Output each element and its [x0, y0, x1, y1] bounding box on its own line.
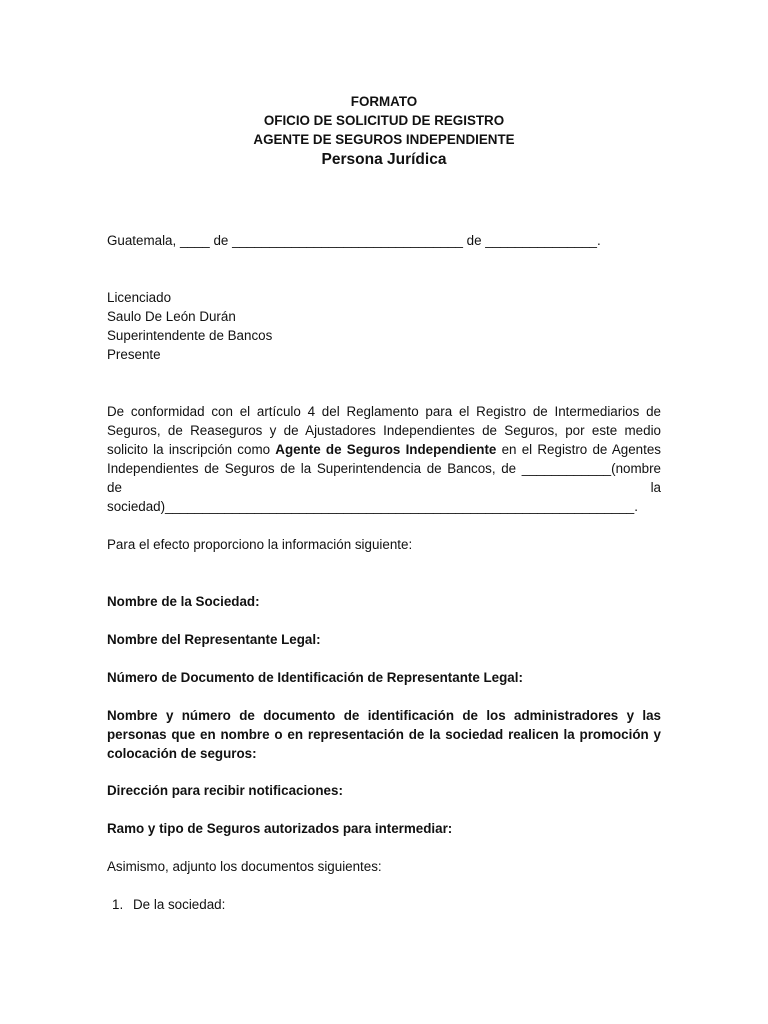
body-line: De conformidad con el artículo 4 del Reglamento para el Registro de Intermediarios de	[107, 404, 661, 419]
field-legal-rep: Nombre del Representante Legal:	[107, 632, 321, 647]
info-intro: Para el efecto proporciono la información siguiente:	[107, 537, 413, 552]
document-header	[0, 92, 768, 171]
body-paragraph	[107, 402, 661, 516]
recipient-position: Superintendente de Bancos	[107, 328, 273, 343]
body-line: sociedad)_______________________________________________________________.	[107, 499, 638, 514]
field-company-name: Nombre de la Sociedad:	[107, 594, 260, 609]
field-line: Nombre y número de documento de identificación de los administradores y las	[107, 708, 661, 723]
field-administrators	[107, 706, 661, 763]
body-line	[107, 440, 661, 459]
body-word: la	[650, 480, 661, 495]
recipient-closing: Presente	[107, 347, 161, 362]
body-text: en el Registro de Agentes	[496, 442, 661, 457]
recipient-title: Licenciado	[107, 290, 172, 305]
header-request: OFICIO DE SOLICITUD DE REGISTRO	[263, 113, 505, 128]
field-line: personas que en nombre o en representación de la sociedad realicen la promoción y	[107, 727, 661, 742]
header-format: FORMATO	[350, 94, 418, 109]
body-line	[107, 478, 661, 497]
header-agent: AGENTE DE SEGUROS INDEPENDIENTE	[253, 132, 515, 147]
field-id-document: Número de Documento de Identificación de Representante Legal:	[107, 670, 523, 685]
list-item	[112, 895, 225, 914]
agent-type-highlight: Agente de Seguros Independiente	[275, 442, 497, 457]
attachments-intro: Asimismo, adjunto los documentos siguientes:	[107, 859, 382, 874]
body-text: solicito la inscripción como	[107, 442, 276, 457]
field-address: Dirección para recibir notificaciones:	[107, 783, 343, 798]
header-person-type: Persona Jurídica	[321, 151, 447, 168]
body-line: Seguros, de Reaseguros y de Ajustadores Independientes de Seguros, por este medio	[107, 423, 661, 438]
date-line: Guatemala, ____ de _______________________________ de _______________.	[107, 233, 601, 248]
list-text: De la sociedad:	[133, 897, 226, 912]
recipient-name: Saulo De León Durán	[107, 309, 236, 324]
field-line: colocación de seguros:	[107, 746, 257, 761]
field-insurance-branch: Ramo y tipo de Seguros autorizados para intermediar:	[107, 821, 453, 836]
body-word: de	[107, 480, 122, 495]
body-line: Independientes de Seguros de la Superintendencia de Bancos, de ____________(nombre	[107, 461, 661, 476]
list-number: 1.	[112, 897, 124, 912]
